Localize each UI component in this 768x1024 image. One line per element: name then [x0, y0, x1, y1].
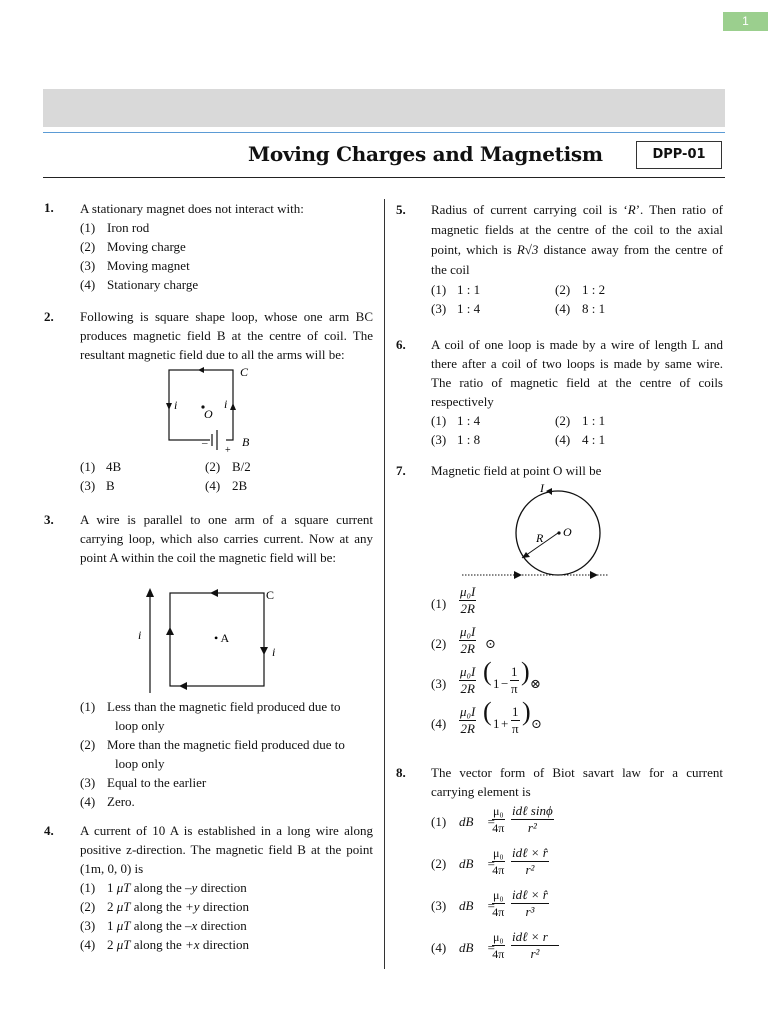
- option: (3) Moving magnet: [80, 258, 190, 273]
- label-i: i: [272, 645, 276, 659]
- option: (3) μ₀I 2R ( 1 − 1 π ) ⊗: [431, 657, 541, 696]
- question-number: 2.: [44, 309, 54, 324]
- label-plus: +: [225, 445, 231, 456]
- question-text: A coil of one loop is made by a wire of length L and there after a coil of two loops is made by same wire. The ratio of magnetic field at the centre of coils respectively: [431, 337, 723, 409]
- label-b: B: [242, 435, 250, 449]
- header-rule: [43, 132, 725, 133]
- label-c: C: [266, 588, 275, 602]
- option: (4) dB⃗ = μ₀ 4π idℓ × r⃗ r²: [431, 929, 558, 961]
- question-text: Following is square shape loop, whose one arm BC produces magnetic field B at the centre of coil. The resultant magnetic field due to all the arms will be:: [80, 309, 373, 362]
- question-number: 7.: [396, 463, 406, 478]
- label-c: C: [240, 365, 249, 379]
- label-i: i: [138, 628, 142, 642]
- question-text: The vector form of Biot savart law for a current carrying element is: [431, 765, 723, 799]
- title-rule: [43, 177, 725, 178]
- question-3-options: (1) Less than the magnetic field produced due to loop only (2) More than the magnetic field produced due to loop only (3) Equal to the earlier (4) Zero.: [80, 699, 345, 809]
- wire-and-loop-figure: [130, 585, 290, 695]
- option: (1) μ₀I 2R: [431, 584, 476, 616]
- square-loop-figure: [160, 362, 260, 457]
- question-number: 4.: [44, 823, 54, 838]
- label-o: O: [204, 407, 213, 421]
- question-text: Magnetic field at point O will be: [431, 463, 602, 478]
- option: (4) Stationary charge: [80, 277, 199, 292]
- page-number: 1: [723, 12, 768, 31]
- page-title: Moving Charges and Magnetism: [248, 142, 603, 166]
- question-number: 1.: [44, 200, 54, 215]
- label-i: I: [540, 481, 544, 495]
- question-text: A current of 10 A is established in a long wire along positive z-direction. The magnetic field B at the point (1m, 0, 0) is: [80, 823, 373, 876]
- question-text: A stationary magnet does not interact with:: [80, 201, 304, 216]
- question-3: [80, 510, 373, 567]
- question-2: [80, 307, 373, 364]
- question-number: 8.: [396, 765, 406, 780]
- question-1: [80, 199, 373, 294]
- label-r: R: [536, 531, 544, 545]
- label-i: i: [174, 398, 178, 412]
- question-4: A current of 10 A is established in a long wire along positive z-direction. The magnetic field B at the point (1m, 0, 0) is (1) 1 μT along the –y direction (2) 2 μT along the +y direction (3) 1 μT along the –x direction (4) 2 μT along the +x direction: [80, 823, 373, 952]
- label-i: i: [224, 397, 228, 411]
- dpp-label: DPP-01: [636, 141, 722, 169]
- question-text: A wire is parallel to one arm of a square current carrying loop, which also carries current. Now at any point A within the coil the magnetic field will be:: [80, 512, 373, 565]
- question-number: 3.: [44, 512, 54, 527]
- question-7-options: [431, 584, 721, 748]
- option: (3) dB⃗ = μ₀ 4π idℓ × r̂ r³: [431, 887, 548, 919]
- question-number: 6.: [396, 337, 406, 352]
- option: (2) dB⃗ = μ₀ 4π idℓ × r̂ r²: [431, 845, 548, 877]
- option: (2) Moving charge: [80, 239, 186, 254]
- circular-loop-figure: [460, 478, 610, 588]
- question-5: Radius of current carrying coil is ‘R’. Then ratio of magnetic fields at the centre of the coil to the axial point, which is R√3 distance away from the centre of the coil (1) 1 : 1 (2) 1 : 2 (3) 1 : 4 (4) 8 : 1: [431, 202, 723, 316]
- option: (4) μ₀I 2R ( 1 + 1 π ) ⊙: [431, 697, 542, 736]
- option: (1) dB⃗ = μ₀ 4π idℓ sinϕ r²: [431, 803, 553, 835]
- question-8: [431, 763, 723, 801]
- header-bar: [43, 89, 725, 127]
- question-2-options: (1) 4B (2) B/2 (3) B (4) 2B: [80, 459, 251, 493]
- option: (1) Iron rod: [80, 220, 150, 235]
- column-divider: [384, 199, 385, 969]
- question-8-options: [431, 803, 721, 974]
- question-6: A coil of one loop is made by a wire of length L and there after a coil of two loops is made by same wire. The ratio of magnetic field at the centre of coils respectively (1) 1 : 4 (2) 1 : 1 (3) 1 : 8 (4) 4 : 1: [431, 337, 723, 447]
- label-minus: –: [202, 437, 208, 449]
- question-text: Radius of current carrying coil is ‘R’. Then ratio of magnetic fields at the centre of the coil to the axial point, which is R√3 distance away from the centre of the coil: [431, 202, 723, 277]
- question-number: 5.: [396, 202, 406, 217]
- label-a: • A: [214, 631, 230, 645]
- label-o: O: [563, 525, 572, 539]
- option: (2) μ₀I 2R ⊙: [431, 624, 496, 656]
